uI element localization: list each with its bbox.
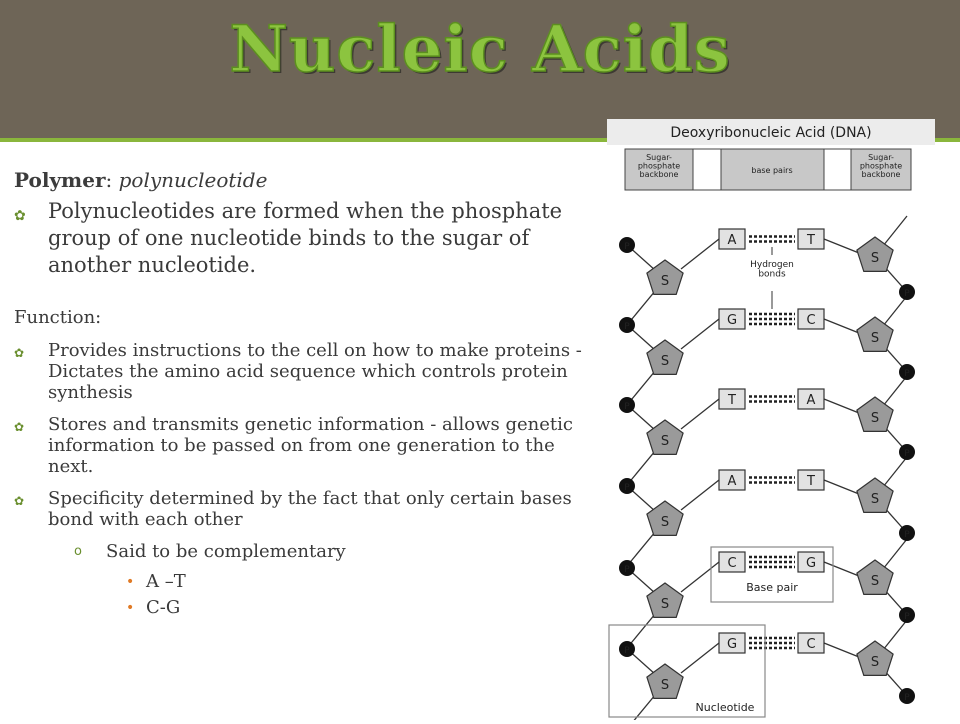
polymer-label: Polymer bbox=[14, 168, 106, 192]
base-connector bbox=[824, 319, 859, 333]
base-connector bbox=[681, 319, 719, 349]
sugar-label: S bbox=[870, 655, 880, 670]
phosphate-label: P bbox=[624, 322, 630, 332]
base-letter: G bbox=[726, 637, 738, 652]
function-item-text: Stores and transmits genetic information - allows genetic information to be passed on from one generation to the next. bbox=[48, 414, 573, 477]
sugar-label: S bbox=[870, 492, 880, 507]
sub-bullet-text: Said to be complementary bbox=[106, 541, 346, 562]
base-letter: T bbox=[807, 233, 815, 248]
base-connector bbox=[824, 480, 859, 494]
legend-right-label: Sugar-phosphate backbone bbox=[859, 153, 903, 179]
nucleotide-label: Nucleotide bbox=[695, 701, 755, 714]
legend-mid-label: base pairs bbox=[751, 166, 793, 175]
phosphate-label: P bbox=[624, 646, 630, 656]
base-letter: C bbox=[806, 313, 816, 328]
circle-bullet-icon: o bbox=[74, 544, 82, 559]
base-connector bbox=[824, 239, 859, 253]
function-label: Function: bbox=[14, 307, 102, 328]
sugar-label: S bbox=[660, 434, 670, 449]
function-item-text: Provides instructions to the cell on how to make proteins - Dictates the amino acid sequence which controls protein synthesis bbox=[48, 340, 582, 403]
sugar-label: S bbox=[870, 251, 880, 266]
bullet-icon: ✿ bbox=[14, 208, 26, 224]
pair-item bbox=[14, 597, 604, 619]
legend-left-label: Sugar-phosphate backbone bbox=[637, 153, 681, 179]
phosphate-label: P bbox=[904, 289, 910, 299]
dna-diagram-svg bbox=[607, 119, 935, 720]
slide-body bbox=[14, 168, 604, 623]
diagram-title: Deoxyribonucleic Acid (DNA) bbox=[670, 125, 872, 141]
dot-bullet-icon: • bbox=[126, 600, 135, 616]
phosphate-label: P bbox=[904, 449, 910, 459]
base-connector bbox=[681, 480, 719, 510]
sugar-label: S bbox=[660, 515, 670, 530]
lead-bullet bbox=[14, 198, 604, 279]
phosphate-label: P bbox=[904, 530, 910, 540]
base-connector bbox=[681, 643, 719, 673]
base-letter: T bbox=[728, 393, 736, 408]
sugar-label: S bbox=[870, 411, 880, 426]
pair-item bbox=[14, 571, 604, 593]
base-pair-label: Base pair bbox=[746, 581, 798, 594]
base-letter: C bbox=[727, 556, 737, 571]
phosphate-label: P bbox=[624, 242, 630, 252]
dna-diagram bbox=[607, 119, 935, 720]
function-item bbox=[14, 414, 604, 477]
phosphate-label: P bbox=[904, 369, 910, 379]
phosphate-label: P bbox=[904, 612, 910, 622]
polymer-colon: : bbox=[105, 168, 113, 192]
base-connector bbox=[824, 562, 859, 576]
hydrogen-bonds-label: Hydrogen bonds bbox=[750, 260, 794, 280]
function-item bbox=[14, 488, 604, 530]
base-letter: C bbox=[806, 637, 816, 652]
base-letter: A bbox=[727, 233, 737, 248]
sub-bullet bbox=[14, 541, 604, 563]
base-letter: G bbox=[805, 556, 817, 571]
phosphate-label: P bbox=[624, 483, 630, 493]
sugar-label: S bbox=[660, 597, 670, 612]
dot-bullet-icon: • bbox=[126, 574, 135, 590]
base-connector bbox=[824, 399, 859, 413]
pair-text: C-G bbox=[146, 597, 181, 618]
base-letter: A bbox=[806, 393, 816, 408]
bullet-icon: ✿ bbox=[14, 346, 25, 360]
function-item bbox=[14, 340, 604, 403]
base-connector bbox=[681, 239, 719, 269]
sugar-label: S bbox=[870, 574, 880, 589]
slide-title: Nucleic Acids bbox=[229, 12, 731, 87]
base-letter: G bbox=[726, 313, 738, 328]
base-letter: A bbox=[727, 474, 737, 489]
base-connector bbox=[681, 562, 719, 592]
base-connector bbox=[681, 399, 719, 429]
sugar-label: S bbox=[660, 274, 670, 289]
lead-text: Polynucleotides are formed when the phosphate group of one nucleotide binds to the sugar of another nucleotide. bbox=[48, 199, 563, 277]
polymer-value: polynucleotide bbox=[118, 168, 268, 192]
bullet-icon: ✿ bbox=[14, 494, 25, 508]
phosphate-label: P bbox=[904, 693, 910, 703]
phosphate-label: P bbox=[624, 402, 630, 412]
sugar-label: S bbox=[660, 354, 670, 369]
base-connector bbox=[824, 643, 859, 657]
polymer-line bbox=[14, 168, 604, 192]
pair-text: A –T bbox=[146, 571, 186, 592]
sugar-label: S bbox=[660, 678, 670, 693]
sugar-label: S bbox=[870, 331, 880, 346]
phosphate-label: P bbox=[624, 565, 630, 575]
bullet-icon: ✿ bbox=[14, 420, 25, 434]
base-letter: T bbox=[807, 474, 815, 489]
function-item-text: Specificity determined by the fact that only certain bases bond with each other bbox=[48, 488, 572, 530]
